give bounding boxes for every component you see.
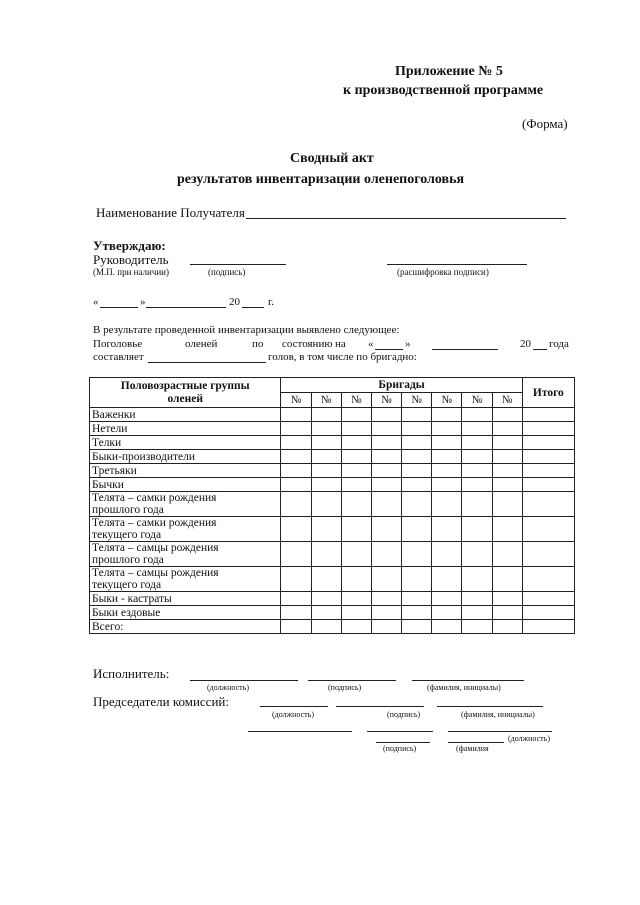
member-position-line-left[interactable] — [248, 731, 352, 732]
date-year-line[interactable] — [242, 307, 264, 308]
brigade-count-cell[interactable] — [462, 464, 492, 478]
table-row — [90, 492, 575, 517]
group-label-line1: Всего: — [92, 620, 124, 633]
total-cell[interactable] — [522, 408, 574, 422]
brigade-count-cell[interactable] — [311, 517, 341, 542]
group-label — [90, 436, 281, 450]
body-word-3: по — [252, 338, 264, 350]
brigade-count-cell[interactable] — [371, 542, 401, 567]
brigade-count-cell[interactable] — [402, 517, 432, 542]
brigade-count-cell[interactable] — [432, 517, 462, 542]
member-name-line[interactable] — [448, 742, 504, 743]
brigade-count-cell[interactable] — [462, 450, 492, 464]
executor-label: Исполнитель: — [93, 666, 170, 681]
group-label — [90, 450, 281, 464]
total-cell[interactable] — [522, 436, 574, 450]
total-cell[interactable] — [522, 478, 574, 492]
date-year-suffix: г. — [268, 296, 275, 308]
brigade-count-cell[interactable] — [492, 592, 522, 606]
brigade-count-cell[interactable] — [341, 542, 371, 567]
brigade-count-cell[interactable] — [371, 464, 401, 478]
brigade-count-cell[interactable] — [371, 450, 401, 464]
group-label — [90, 408, 281, 422]
body-line3-start: составляет — [93, 351, 144, 363]
brigade-count-cell[interactable] — [432, 408, 462, 422]
brigade-count-cell[interactable] — [371, 408, 401, 422]
total-cell[interactable] — [522, 450, 574, 464]
brigade-count-cell[interactable] — [462, 492, 492, 517]
brigades-header: Бригады — [281, 378, 522, 393]
brigade-count-cell[interactable] — [432, 592, 462, 606]
brigade-number-header: № — [371, 393, 401, 408]
brigade-count-cell[interactable] — [281, 464, 311, 478]
brigade-count-cell[interactable] — [402, 592, 432, 606]
brigade-count-cell[interactable] — [281, 422, 311, 436]
brigade-count-cell[interactable] — [432, 492, 462, 517]
brigade-count-cell[interactable] — [281, 436, 311, 450]
brigade-count-cell[interactable] — [341, 478, 371, 492]
brigade-count-cell[interactable] — [371, 422, 401, 436]
brigade-count-cell[interactable] — [432, 450, 462, 464]
brigade-count-cell[interactable] — [311, 436, 341, 450]
brigade-count-cell[interactable] — [281, 478, 311, 492]
member-signature-line[interactable] — [367, 731, 433, 732]
chairman-signature-line[interactable] — [336, 706, 424, 707]
group-label-line1: Важенки — [92, 408, 136, 421]
member-signature-caption: (подпись) — [383, 744, 417, 753]
brigade-count-cell[interactable] — [311, 478, 341, 492]
group-label-line1: Телки — [92, 436, 122, 449]
form-note: (Форма) — [522, 116, 568, 131]
total-header: Итого — [522, 378, 574, 408]
brigade-count-cell[interactable] — [432, 620, 462, 634]
appendix-number: Приложение № 5 — [395, 64, 503, 79]
brigade-count-cell[interactable] — [281, 492, 311, 517]
brigade-count-cell[interactable] — [402, 464, 432, 478]
group-label-line1: Третьяки — [92, 464, 137, 477]
body-count-line[interactable] — [148, 362, 266, 363]
head-label: Руководитель — [93, 252, 169, 267]
brigade-count-cell[interactable] — [311, 542, 341, 567]
brigade-count-cell[interactable] — [341, 517, 371, 542]
group-header-line1: Половозрастные группы — [120, 379, 250, 392]
member-name-caption: (фамилия — [456, 744, 489, 753]
brigade-count-cell[interactable] — [281, 450, 311, 464]
head-decoding-line[interactable] — [387, 264, 527, 265]
brigade-count-cell[interactable] — [402, 492, 432, 517]
brigade-count-cell[interactable] — [402, 422, 432, 436]
total-cell[interactable] — [522, 567, 574, 592]
brigade-count-cell[interactable] — [432, 422, 462, 436]
brigade-count-cell[interactable] — [371, 517, 401, 542]
brigade-count-cell[interactable] — [402, 436, 432, 450]
table-header-row — [90, 378, 575, 393]
body-word-5: на — [335, 338, 346, 350]
brigade-count-cell[interactable] — [341, 422, 371, 436]
member-position-caption: (должность) — [508, 734, 550, 743]
total-cell[interactable] — [522, 592, 574, 606]
document-subtitle: результатов инвентаризации оленепоголовья — [177, 172, 465, 187]
brigade-count-cell[interactable] — [492, 450, 522, 464]
brigade-count-cell[interactable] — [341, 450, 371, 464]
brigade-count-cell[interactable] — [462, 592, 492, 606]
brigade-number-header: № — [462, 393, 492, 408]
group-label-line1: Телята – самки рождения — [92, 517, 217, 529]
table-row — [90, 567, 575, 592]
brigade-count-cell[interactable] — [432, 436, 462, 450]
document-title: Сводный акт — [290, 151, 374, 166]
group-label — [90, 592, 281, 606]
brigade-count-cell[interactable] — [402, 567, 432, 592]
brigade-count-cell[interactable] — [492, 492, 522, 517]
brigade-count-cell[interactable] — [311, 408, 341, 422]
intro-text: В результате проведенной инвентаризации выявлено следующее: — [93, 324, 400, 336]
brigade-count-cell[interactable] — [341, 436, 371, 450]
body-word-9: года — [549, 338, 569, 350]
brigade-count-cell[interactable] — [341, 567, 371, 592]
brigade-count-cell[interactable] — [371, 567, 401, 592]
brigade-count-cell[interactable] — [492, 436, 522, 450]
brigade-count-cell[interactable] — [281, 592, 311, 606]
total-cell[interactable] — [522, 606, 574, 620]
brigade-count-cell[interactable] — [402, 478, 432, 492]
brigade-count-cell[interactable] — [432, 478, 462, 492]
brigade-count-cell[interactable] — [492, 567, 522, 592]
chairman-label: Председатели комиссий: — [93, 694, 229, 709]
brigade-number-header: № — [402, 393, 432, 408]
group-label-line2: прошлого года — [92, 504, 164, 516]
group-label-line2: текущего года — [92, 579, 162, 591]
date-year-prefix: 20 — [229, 296, 240, 308]
body-word-7: » — [405, 338, 411, 350]
brigade-count-cell[interactable] — [311, 422, 341, 436]
group-header-line2: оленей — [167, 392, 203, 405]
brigade-count-cell[interactable] — [341, 492, 371, 517]
table-row — [90, 542, 575, 567]
group-label-line1: Быки-производители — [92, 450, 196, 463]
group-label — [90, 464, 281, 478]
date-open-quote: « — [93, 296, 99, 308]
group-label-line1: Бычки — [92, 478, 124, 491]
brigade-count-cell[interactable] — [371, 606, 401, 620]
table-row — [90, 450, 575, 464]
brigade-count-cell[interactable] — [402, 620, 432, 634]
brigade-count-cell[interactable] — [432, 567, 462, 592]
total-cell[interactable] — [522, 517, 574, 542]
brigade-count-cell[interactable] — [462, 478, 492, 492]
table-row — [90, 408, 575, 422]
brigade-count-cell[interactable] — [402, 606, 432, 620]
table-row — [90, 436, 575, 450]
brigade-count-cell[interactable] — [281, 567, 311, 592]
appendix-program: к производственной программе — [343, 83, 544, 98]
body-word-4: состоянию — [282, 338, 333, 350]
brigade-count-cell[interactable] — [341, 464, 371, 478]
brigade-count-cell[interactable] — [492, 464, 522, 478]
brigade-count-cell[interactable] — [281, 517, 311, 542]
body-word-8: 20 — [520, 338, 531, 350]
brigade-count-cell[interactable] — [492, 606, 522, 620]
group-label-line2: текущего года — [92, 529, 162, 541]
brigade-count-cell[interactable] — [462, 620, 492, 634]
brigade-count-cell[interactable] — [371, 620, 401, 634]
body-word-6: « — [368, 338, 374, 350]
table-row — [90, 464, 575, 478]
brigade-count-cell[interactable] — [311, 464, 341, 478]
executor-signature-caption: (подпись) — [328, 683, 362, 692]
brigade-count-cell[interactable] — [492, 517, 522, 542]
brigade-count-cell[interactable] — [371, 492, 401, 517]
head-signature-line[interactable] — [190, 264, 286, 265]
brigade-count-cell[interactable] — [311, 606, 341, 620]
brigade-count-cell[interactable] — [281, 408, 311, 422]
body-month-line[interactable] — [432, 349, 498, 350]
brigade-count-cell[interactable] — [492, 408, 522, 422]
executor-name-line[interactable] — [412, 680, 524, 681]
chairman-name-line[interactable] — [437, 706, 543, 707]
inventory-table — [89, 377, 575, 634]
executor-signature-line[interactable] — [308, 680, 396, 681]
table-row — [90, 517, 575, 542]
group-label — [90, 478, 281, 492]
group-label — [90, 567, 281, 592]
brigade-count-cell[interactable] — [371, 478, 401, 492]
brigade-count-cell[interactable] — [432, 542, 462, 567]
brigade-count-cell[interactable] — [492, 620, 522, 634]
chairman-position-caption: (должность) — [272, 710, 314, 719]
brigade-number-header: № — [432, 393, 462, 408]
body-year-line[interactable] — [533, 349, 547, 350]
brigade-count-cell[interactable] — [462, 567, 492, 592]
total-cell[interactable] — [522, 422, 574, 436]
group-label-line1: Телята – самки рождения — [92, 492, 217, 504]
group-label — [90, 492, 281, 517]
brigade-count-cell[interactable] — [281, 606, 311, 620]
total-cell[interactable] — [522, 620, 574, 634]
group-label-line1: Быки ездовые — [92, 606, 161, 619]
executor-position-line[interactable] — [190, 680, 298, 681]
brigade-count-cell[interactable] — [432, 464, 462, 478]
recipient-label: Наименование Получателя — [96, 205, 245, 220]
brigade-count-cell[interactable] — [402, 542, 432, 567]
group-label-line1: Телята – самцы рождения — [92, 567, 219, 579]
brigade-count-cell[interactable] — [492, 542, 522, 567]
brigade-count-cell[interactable] — [402, 408, 432, 422]
date-close-quote: » — [140, 296, 146, 308]
brigade-count-cell[interactable] — [462, 408, 492, 422]
total-cell[interactable] — [522, 492, 574, 517]
decoding-caption: (расшифровка подписи) — [397, 267, 489, 277]
body-word-2: оленей — [185, 338, 218, 350]
group-label-line1: Телята – самцы рождения — [92, 542, 219, 554]
stamp-label: (М.П. при наличии) — [93, 267, 169, 277]
table-row — [90, 478, 575, 492]
brigade-count-cell[interactable] — [341, 620, 371, 634]
brigade-count-cell[interactable] — [462, 436, 492, 450]
member-signature-line-2[interactable] — [376, 742, 430, 743]
date-day-line[interactable] — [100, 307, 138, 308]
brigade-count-cell[interactable] — [341, 408, 371, 422]
table-row — [90, 606, 575, 620]
brigade-number-header: № — [341, 393, 371, 408]
brigade-number-header: № — [281, 393, 311, 408]
brigade-count-cell[interactable] — [311, 592, 341, 606]
brigade-count-cell[interactable] — [311, 450, 341, 464]
brigade-count-cell[interactable] — [402, 450, 432, 464]
chairman-name-caption: (фамилия, инициалы) — [461, 710, 535, 719]
table-row — [90, 592, 575, 606]
executor-name-caption: (фамилия, инициалы) — [427, 683, 501, 692]
member-position-line[interactable] — [448, 731, 552, 732]
brigade-count-cell[interactable] — [492, 478, 522, 492]
signature-caption: (подпись) — [208, 267, 246, 277]
date-month-line[interactable] — [146, 307, 226, 308]
chairman-signature-caption: (подпись) — [387, 710, 421, 719]
brigade-count-cell[interactable] — [311, 492, 341, 517]
brigade-count-cell[interactable] — [371, 592, 401, 606]
brigade-count-cell[interactable] — [281, 542, 311, 567]
brigade-count-cell[interactable] — [341, 592, 371, 606]
brigade-number-header: № — [311, 393, 341, 408]
body-day-line[interactable] — [375, 349, 403, 350]
total-cell[interactable] — [522, 464, 574, 478]
group-label-line2: прошлого года — [92, 554, 164, 566]
chairman-position-line[interactable] — [260, 706, 328, 707]
brigade-count-cell[interactable] — [462, 606, 492, 620]
group-label — [90, 422, 281, 436]
brigade-count-cell[interactable] — [462, 542, 492, 567]
brigade-count-cell[interactable] — [311, 567, 341, 592]
total-cell[interactable] — [522, 542, 574, 567]
group-label — [90, 606, 281, 620]
group-label — [90, 542, 281, 567]
body-word-1: Поголовье — [93, 338, 143, 350]
table-row — [90, 620, 575, 634]
brigade-number-header: № — [492, 393, 522, 408]
brigade-count-cell[interactable] — [462, 422, 492, 436]
executor-position-caption: (должность) — [207, 683, 249, 692]
group-label — [90, 517, 281, 542]
brigade-count-cell[interactable] — [371, 436, 401, 450]
body-line3-end: голов, в том числе по бригадно: — [268, 351, 417, 363]
brigade-count-cell[interactable] — [281, 620, 311, 634]
table-row — [90, 422, 575, 436]
brigade-count-cell[interactable] — [462, 517, 492, 542]
group-label-line1: Быки - кастраты — [92, 592, 172, 605]
brigade-count-cell[interactable] — [432, 606, 462, 620]
group-label-line1: Нетели — [92, 422, 128, 435]
group-header — [90, 378, 281, 408]
recipient-line[interactable] — [246, 218, 566, 219]
brigade-count-cell[interactable] — [311, 620, 341, 634]
brigade-count-cell[interactable] — [341, 606, 371, 620]
group-label — [90, 620, 281, 634]
brigade-count-cell[interactable] — [492, 422, 522, 436]
approve-label: Утверждаю: — [93, 238, 166, 253]
